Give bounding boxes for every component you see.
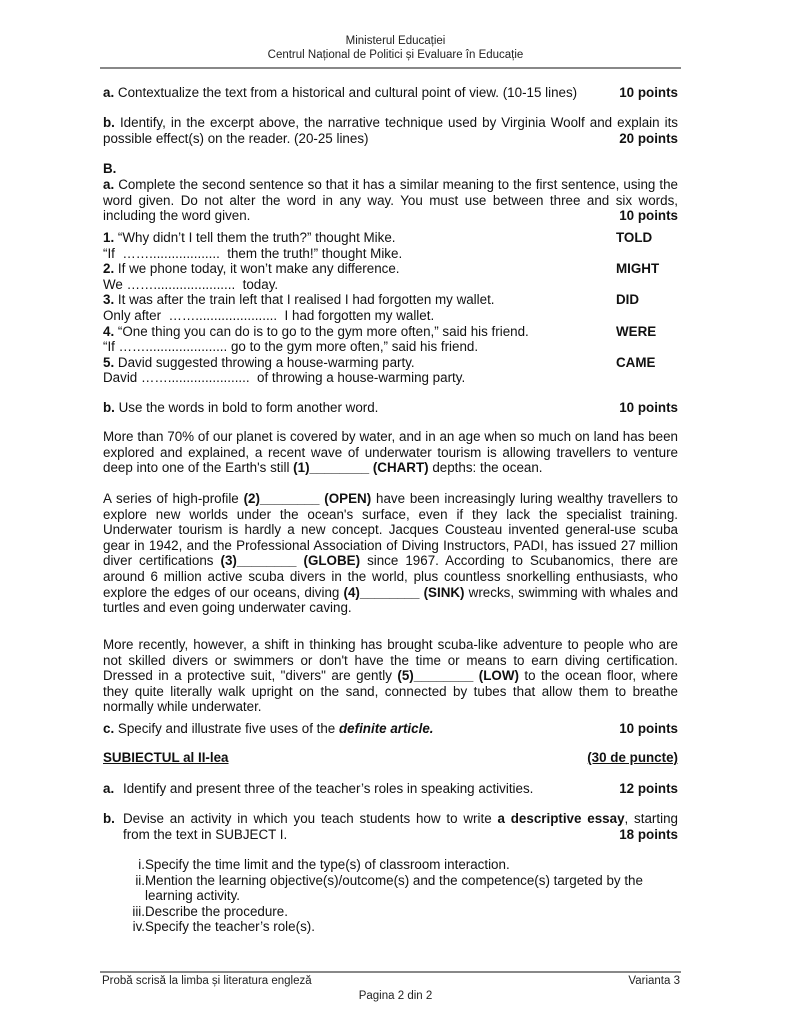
task-points: 10 points (619, 400, 678, 415)
paragraph-3 (103, 637, 678, 715)
paragraph-text: depths: the ocean. (428, 460, 543, 476)
header-ministry: Ministerul Educației (345, 35, 446, 47)
paragraph-1 (103, 429, 678, 476)
task-text: Contextualize the text from a historical and cultural point of view. (10-15 lines) (117, 85, 578, 100)
item-number: 5. (103, 354, 115, 370)
step-number: ii. (135, 872, 145, 888)
task-b-a (103, 177, 678, 224)
subject2-task-b (103, 811, 678, 842)
item-keyword: MIGHT (616, 261, 660, 277)
task-text: Identify and present three of the teacher’s roles in speaking activities. (123, 781, 534, 796)
task-b (103, 115, 678, 146)
step-text: Describe the procedure. (145, 903, 288, 919)
task-label: c. (103, 721, 115, 736)
task-label: a. (103, 177, 115, 192)
activity-steps (103, 857, 663, 935)
item-keyword: CAME (616, 354, 656, 370)
task-text: Identify, in the excerpt above, the narrative technique used by Virginia Woolf and explain its possible effect(s) on the reader. (20-25 lines) (103, 115, 678, 146)
step-text: Specify the time limit and the type(s) of classroom interaction. (145, 857, 510, 872)
paragraph-text: More than 70% of our planet is covered by water, and in an age when so much on land has been explored and explained, a recent wave of underwater tourism is allowing travellers to venture deep into one of the Earth's still (103, 429, 678, 476)
footer-rule (100, 971, 681, 973)
item-keyword: TOLD (616, 230, 653, 245)
transformation-items (103, 230, 678, 386)
task-points: 10 points (619, 85, 678, 100)
task-points: 18 points (619, 826, 678, 842)
transformation-item (103, 230, 678, 261)
subject2-task-a (103, 781, 678, 797)
subject-points: (30 de puncte) (587, 750, 678, 765)
step-text: Specify the teacher’s role(s). (145, 919, 315, 935)
item-sentence: “One thing you can do is to go to the gym more often,” said his friend. (117, 323, 529, 339)
task-b-c (103, 721, 678, 737)
activity-step (103, 904, 663, 920)
item-sentence: If we phone today, it won’t make any difference. (117, 261, 400, 277)
task-label: a. (103, 85, 115, 100)
activity-step (103, 857, 663, 873)
task-points: 20 points (619, 130, 678, 146)
paragraph-2 (103, 491, 678, 616)
item-rewrite: “If ……................... them the truth!” thought Mike. (103, 245, 403, 261)
gap-word: (2)________ (OPEN) (243, 491, 372, 506)
task-label: b. (103, 115, 115, 130)
transformation-item (103, 292, 678, 323)
item-number: 1. (103, 230, 115, 245)
task-text: Devise an activity in which you teach students how to write (123, 811, 498, 826)
gap-word: (5)________ (LOW) (397, 668, 519, 684)
task-text-end: , starting from the text in SUBJECT I. (123, 811, 678, 842)
item-keyword: WERE (616, 323, 657, 339)
item-number: 3. (103, 292, 115, 308)
task-points: 10 points (619, 208, 678, 224)
step-text: Mention the learning objective(s)/outcome(s) and the competence(s) targeted by the learning activity. (145, 872, 643, 904)
step-number: i. (138, 857, 145, 872)
task-b-b (103, 400, 678, 416)
task-text: Use the words in bold to form another word. (118, 400, 379, 415)
paragraph-text: to the ocean floor, where they quite literally walk upright on the sand, connected by tubes that allow them to breathe normally while underwater. (103, 668, 678, 715)
task-text: Specify and illustrate five uses of the (117, 721, 339, 736)
item-number: 4. (103, 323, 115, 339)
task-emphasis: a descriptive essay (497, 811, 625, 826)
item-rewrite: Only after ……...................... I had forgotten my wallet. (103, 307, 435, 323)
paragraph-text: A series of high-profile (103, 491, 244, 506)
task-label: b. (103, 811, 115, 826)
activity-step (103, 873, 663, 904)
task-text: Complete the second sentence so that it has a similar meaning to the first sentence, using the word given. Do not alter the word in any way. You must use between three and six words, including the word given. (103, 177, 678, 224)
item-sentence: David suggested throwing a house-warming party. (117, 354, 415, 370)
task-emphasis: definite article. (338, 721, 434, 736)
transformation-item (103, 324, 678, 355)
footer-page: Pagina 2 din 2 (358, 990, 433, 1002)
paragraph-text: More recently, however, a shift in thinking has brought scuba-like adventure to people who are not skilled divers or swimmers or don't have the time or means to earn diving certification. Dressed in a protective suit, "divers" are gently (103, 637, 678, 684)
step-number: iii. (132, 903, 145, 919)
footer-exam: Probă scrisă la limba și literatura engleză (102, 975, 312, 987)
subject-2-heading (103, 750, 678, 766)
item-sentence: It was after the train left that I realised I had forgotten my wallet. (117, 292, 495, 308)
subject-title: SUBIECTUL al II-lea (103, 750, 229, 765)
footer-variant: Varianta 3 (628, 975, 680, 987)
item-rewrite: “If ……...................... go to the gym more often,” said his friend. (103, 339, 479, 355)
gap-word: (1)________ (CHART) (293, 460, 429, 476)
paragraph-text: since 1967. According to Scubanomics, there are around 6 million active scuba divers in the world, plus countless snorkelling enthusiasts, who explore the edges of our oceans, diving (103, 553, 678, 600)
task-points: 10 points (619, 721, 678, 736)
paragraph-text: wrecks, swimming with whales and turtles and even going underwater caving. (103, 584, 679, 616)
task-label: a. (103, 781, 115, 796)
gap-word: (3)________ (GLOBE) (220, 553, 361, 569)
task-points: 12 points (619, 781, 678, 796)
header-rule (100, 67, 681, 69)
paragraph-text: have been increasingly luring wealthy travellers to explore new worlds under the ocean's surface, even if they lack the specialist training. Underwater tourism is hardly a new concept. Jacques Cousteau invented general-use scuba gear in 1942, and the Professional Association of Diving Instructors, PADI, has issued 27 million diver certifications (103, 491, 679, 569)
item-number: 2. (103, 261, 115, 277)
item-keyword: DID (616, 292, 640, 308)
section-b-heading: B. (103, 161, 117, 176)
header-center: Centrul Național de Politici și Evaluare în Educație (267, 49, 524, 61)
task-label: b. (103, 400, 115, 415)
transformation-item (103, 355, 678, 386)
item-rewrite: We ……...................... today. (103, 276, 279, 292)
task-a (103, 85, 678, 101)
item-sentence: “Why didn’t I tell them the truth?” thought Mike. (117, 230, 396, 245)
activity-step (103, 919, 663, 935)
item-rewrite: David ……...................... of throwing a house-warming party. (103, 370, 466, 386)
transformation-item (103, 261, 678, 292)
step-number: iv. (132, 919, 145, 935)
gap-word: (4)________ (SINK) (343, 584, 465, 600)
